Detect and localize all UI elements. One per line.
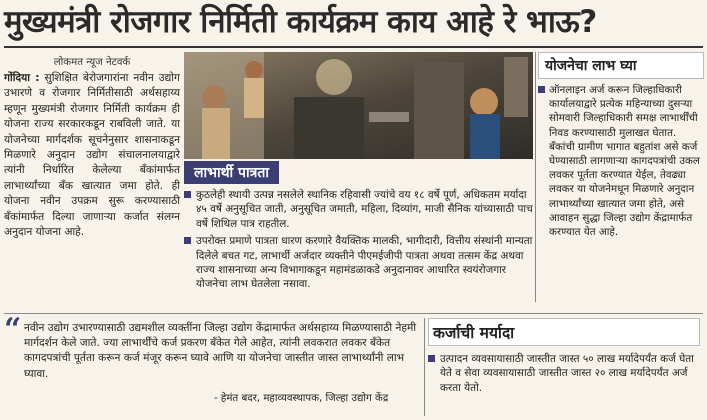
article-body — [4, 71, 180, 240]
benefits-title: योजनेचा लाभ घ्या — [538, 52, 704, 79]
loan-limit-section — [428, 318, 704, 418]
article-body-text: सुशिक्षित बेरोजगारांना नवीन उद्योग उभारणे व रोजगार निर्मितीसाठी अर्थसहाय्य म्हणून मुख्यमंत्री रोजगार निर्मिती कार्यक्रम ही योजना राज्य सरकारकडून राबविली जाते. या योजनेच्या मार्गदर्शक सूचनेनुसार शासनाकडून मिळणारे अनुदान उद्योग संचालनालयाद्वारे त्यांनी निर्धारित केलेल्या बँकांमार्फत लाभार्थ्यांच्या बँक खात्यात जमा होते. ही योजना नवीन उपक्रम सुरू करण्यासाठी बँकांमार्फत दिल्या जाणाऱ्या कर्जात संलग्न अनुदान योजना आहे. — [4, 72, 180, 239]
quote-block — [4, 312, 422, 418]
eligibility-section — [184, 161, 533, 311]
eligibility-item-text: उपरोक्त प्रमाणे पात्रता धारण करणारे वैयक्तिक मालकी, भागीदारी, वित्तीय संस्थांनी मान्यता दिलेले बचत गट, लाभार्थी अर्जदार व्यक्तीने पीएमईजीपी पात्रता अथवा तत्सम केंद्र अथवा राज्य शासनाच्या अन्य विभागाकडून महामंडळाकडे अनुदानावर आधारित स्वयंरोजगार योजनेचा लाभ घेतलेला नसावा. — [196, 235, 533, 291]
quote-text: नवीन उद्योग उभारण्यासाठी उद्यमशील व्यक्तींना जिल्हा उद्योग केंद्रामार्फत अर्थसहाय्य मिळण्यासाठी नेहमी मार्गदर्शन केले जाते. ज्या लाभार्थींचे कर्ज प्रकरण बँकेत गेले आहेत, त्यांनी लवकरात लवकर बँकेत कागदपत्रांची पूर्तता करून कर्ज मंजूर करून घ्यावे आणि या योजनेचा जास्तीत जास्त लाभार्थ्यांनी लाभ घ्यावा. — [24, 322, 417, 380]
factory-workers-photo — [184, 52, 533, 159]
article-column — [4, 54, 180, 314]
section-divider — [4, 313, 703, 314]
loan-limit-item-text: उत्पादन व्यवसायासाठी जास्तीत जास्त ५० लाख मर्यादेपर्यंत कर्ज घेता येते व सेवा व्यवसायासाठी जास्तीत जास्त २० लाख मर्यादेपर्यंत अर्ज करता येतो. — [440, 353, 694, 394]
dateline: गोंदिया : — [4, 72, 40, 84]
benefits-item — [538, 83, 704, 239]
loan-limit-title: कर्जाची मर्यादा — [428, 318, 700, 346]
quote-attribution: - हेमंत बदर, महाव्यवस्थापक, जिल्हा उद्योग केंद्र — [214, 393, 389, 404]
bullet-icon — [428, 355, 435, 362]
bottom-divider — [424, 318, 425, 416]
eligibility-tag: लाभार्थी पात्रता — [184, 161, 279, 184]
benefits-section — [538, 52, 704, 302]
loan-limit-item — [428, 352, 704, 395]
quote-mark-icon: “ — [4, 312, 22, 347]
column-divider — [535, 52, 536, 302]
eligibility-item-text: कुठलेही स्थायी उत्पन्न नसलेले स्थानिक रहिवासी ज्यांचे वय १८ वर्षे पूर्ण, अधिकतम मर्यादा ४५ वर्षे अनुसूचित जाती, अनुसूचित जमाती, महिला, दिव्यांग, माजी सैनिक यांच्यासाठी पाच वर्षे शिथिल पात्र राहतील. — [196, 189, 533, 230]
byline: लोकमत न्यूज नेटवर्क — [53, 57, 131, 68]
headline: मुख्यमंत्री रोजगार निर्मिती कार्यक्रम काय आहे रे भाऊ? — [4, 4, 597, 40]
bullet-icon — [184, 237, 191, 244]
bullet-icon — [184, 191, 191, 198]
eligibility-item — [184, 234, 533, 292]
benefits-item-text: ऑनलाइन अर्ज करून जिल्हाधिकारी कार्यालयाद्वारे प्रत्येक महिन्याच्या दुसऱ्या सोमवारी जिल्हाधिकारी समक्ष लाभार्थींची निवड करण्यासाठी मुलाखत घेतात. बँकांची ग्रामीण भागात बहुतांश असे कर्ज घेण्यासाठी लागणाऱ्या कागदपत्रांची उकल लवकर पूर्तता करण्यात येईल, तेवढ्या लवकर या योजनेमधून मिळणारे अनुदान लाभार्थ्यांच्या खात्यात जमा होते, असे आवाहन सुद्धा जिल्हा उद्योग केंद्रामार्फत करण्यात येत आहे. — [549, 84, 700, 239]
photo-illustration — [184, 52, 533, 159]
bullet-icon — [538, 86, 545, 93]
headline-rule — [4, 46, 703, 48]
eligibility-item — [184, 188, 533, 231]
